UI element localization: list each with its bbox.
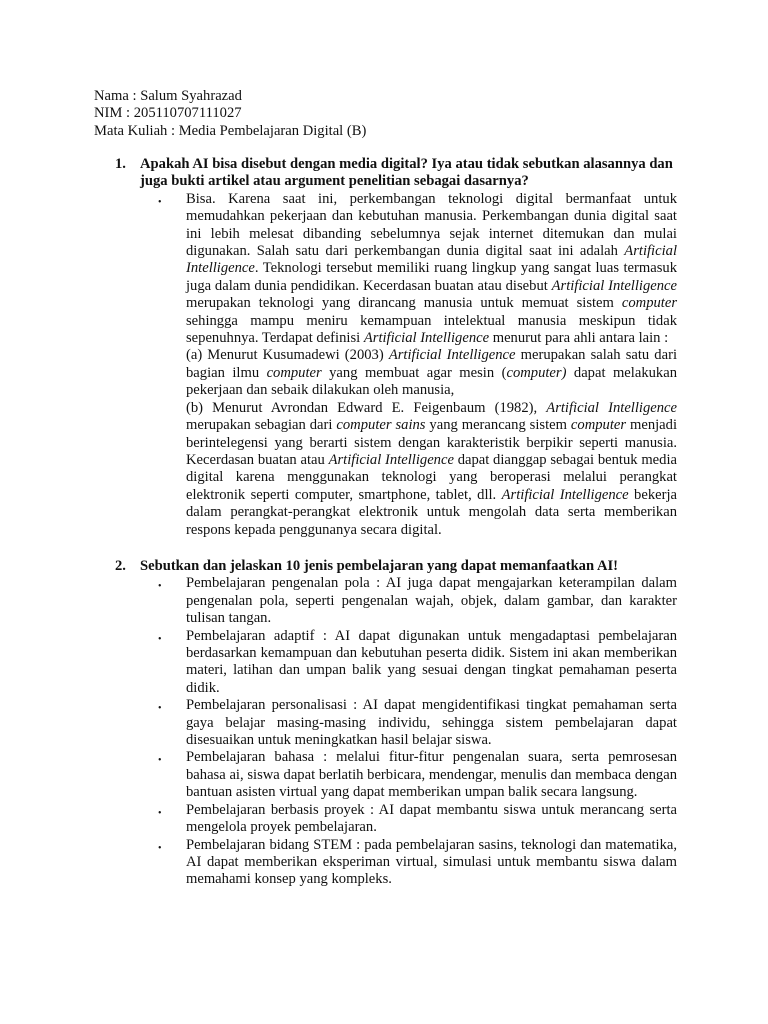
course-name: Mata Kuliah : Media Pembelajaran Digital (B) — [94, 122, 367, 139]
text-span: dapat melakukan pekerjaan dan sebaik dilakukan oleh manusia, — [186, 364, 677, 399]
bullet-icon: • — [158, 842, 162, 854]
italic-term: Artificial Intelligence — [363, 330, 490, 347]
list-item — [115, 802, 677, 837]
question-2-title — [115, 558, 677, 575]
question-1-title — [115, 156, 677, 191]
list-item — [115, 191, 677, 539]
italic-term: computer — [621, 295, 677, 312]
text-span: merupakan salah satu dari bagian ilmu — [186, 347, 677, 381]
italic-term: Artificial Intelligence — [388, 347, 516, 364]
text-span: sehingga mampu meniru kemampuan intelektual manusia meskipun tidak sepenuhnya. Terdapat definisi — [186, 312, 677, 347]
list-item-text: Pembelajaran personalisasi : AI dapat mengidentifikasi tingkat pemahaman serta gaya belajar masing-masing individu, sehingga sistem pembelajaran dapat disesuaikan untuk meningkatkan hasil belajar siswa. — [186, 697, 677, 749]
student-nim: NIM : 205110707111027 — [94, 105, 242, 122]
text-span: bekerja dalam perangkat-perangkat elektronik untuk mengolah data serta memberikan respons kepada penggunanya secara digital. — [186, 486, 677, 538]
list-item-text: Pembelajaran pengenalan pola : AI juga dapat mengajarkan keterampilan dalam pengenalan pola, seperti pengenalan wajah, objek, dalam gambar, dan karakter tulisan tangan. — [186, 575, 677, 627]
list-item — [115, 697, 677, 749]
text-span: yang membuat agar mesin ( — [321, 364, 507, 381]
list-item — [115, 749, 677, 801]
student-info — [94, 88, 694, 140]
text-span: merupakan sebagian dari — [186, 417, 337, 434]
bullet-icon: • — [158, 633, 162, 645]
question-2-number: 2. — [115, 558, 126, 574]
definition-b — [186, 400, 677, 539]
italic-term: Artificial Intelligence — [328, 451, 454, 468]
text-span: menurut para ahli antara lain : — [489, 330, 669, 347]
text-span: (b) Menurut Avrondan Edward E. Feigenbaum (1982), — [186, 399, 547, 416]
italic-term: computer sains — [336, 417, 426, 434]
list-item-text: Pembelajaran bahasa : melalui fitur-fitur pengenalan suara, serta pemrosesan bahasa ai, siswa dapat berlatih berbicara, mendengar, menulis dan membaca dengan bantuan asisten virtual yang dapat memberikan umpan balik secara langsung. — [186, 749, 677, 801]
bullet-icon: • — [158, 807, 162, 819]
italic-term: computer — [570, 417, 627, 434]
text-span: dapat dianggap sebagai bentuk media digital karena menggunakan teknologi yang beroperasi melalui perangkat elektronik seperti computer, smartphone, tablet, dll. — [186, 451, 677, 503]
list-item-text: Pembelajaran adaptif : AI dapat digunakan untuk mengadaptasi pembelajaran berdasarkan kemampuan dan kebutuhan peserta didik. Sistem ini akan memberikan materi, latihan dan umpan balik yang sesuai dengan tingkat pemahaman peserta didik. — [186, 627, 677, 696]
list-item-text: Pembelajaran bidang STEM : pada pembelajaran sasins, teknologi dan matematika, AI dapat memberikan eksperiman virtual, simulasi untuk membantu siswa dalam memahami konsep yang kompleks. — [186, 836, 677, 888]
question-1-text: Apakah AI bisa disebut dengan media digital? Iya atau tidak sebutkan alasannya dan juga bukti artikel atau argument penelitian sebagai dasarnya? — [140, 156, 673, 190]
bullet-icon: • — [158, 703, 162, 715]
question-1-answer-list — [115, 191, 677, 539]
list-item-text: Pembelajaran berbasis proyek : AI dapat membantu siswa untuk merancang serta mengelola proyek pembelajaran. — [186, 801, 677, 836]
italic-term: computer) — [506, 364, 567, 381]
italic-term: Artificial Intelligence — [186, 243, 677, 277]
question-2-text: Sebutkan dan jelaskan 10 jenis pembelajaran yang dapat memanfaatkan AI! — [140, 558, 619, 574]
question-1 — [115, 156, 677, 539]
answer-paragraph — [186, 191, 677, 348]
list-item — [115, 575, 677, 627]
question-1-number: 1. — [115, 156, 126, 172]
definition-a — [186, 347, 677, 399]
bullet-icon: • — [158, 581, 162, 593]
student-name: Nama : Salum Syahrazad — [94, 88, 242, 104]
list-item — [115, 837, 677, 889]
question-2-answer-list — [115, 575, 677, 888]
text-span: merupakan teknologi yang dirancang manusia untuk memuat sistem — [186, 295, 622, 312]
italic-term: computer — [266, 364, 322, 381]
italic-term: Artificial Intelligence — [501, 486, 629, 503]
text-span: yang merancang sistem — [425, 417, 571, 434]
text-span: menjadi berintelegensi yang berarti sistem dengan karakteristik berpikir seperti manusia. Kecerdasan buatan atau — [186, 417, 677, 468]
list-item — [115, 628, 677, 698]
text-span: . Teknologi tersebut memiliki ruang lingkup yang sangat luas termasuk juga dalam dunia pendidikan. Kecerdasan buatan atau disebut — [186, 260, 677, 294]
text-span: Bisa. Karena saat ini, perkembangan teknologi digital bermanfaat untuk memudahkan pekerjaan dan kebutuhan manusia. Perkembangan dunia digital saat ini lebih melesat dibanding sebelumnya sejak internet ditemukan dan mulai digunakan. Salah satu dari perkembangan dunia digital saat ini adalah — [186, 190, 677, 260]
text-span: (a) Menurut Kusumadewi (2003) — [186, 347, 389, 364]
bullet-icon: • — [158, 196, 162, 208]
bullet-icon: • — [158, 755, 162, 767]
italic-term: Artificial Intelligence — [546, 399, 677, 416]
italic-term: Artificial Intelligence — [551, 277, 677, 294]
question-2 — [115, 558, 677, 889]
